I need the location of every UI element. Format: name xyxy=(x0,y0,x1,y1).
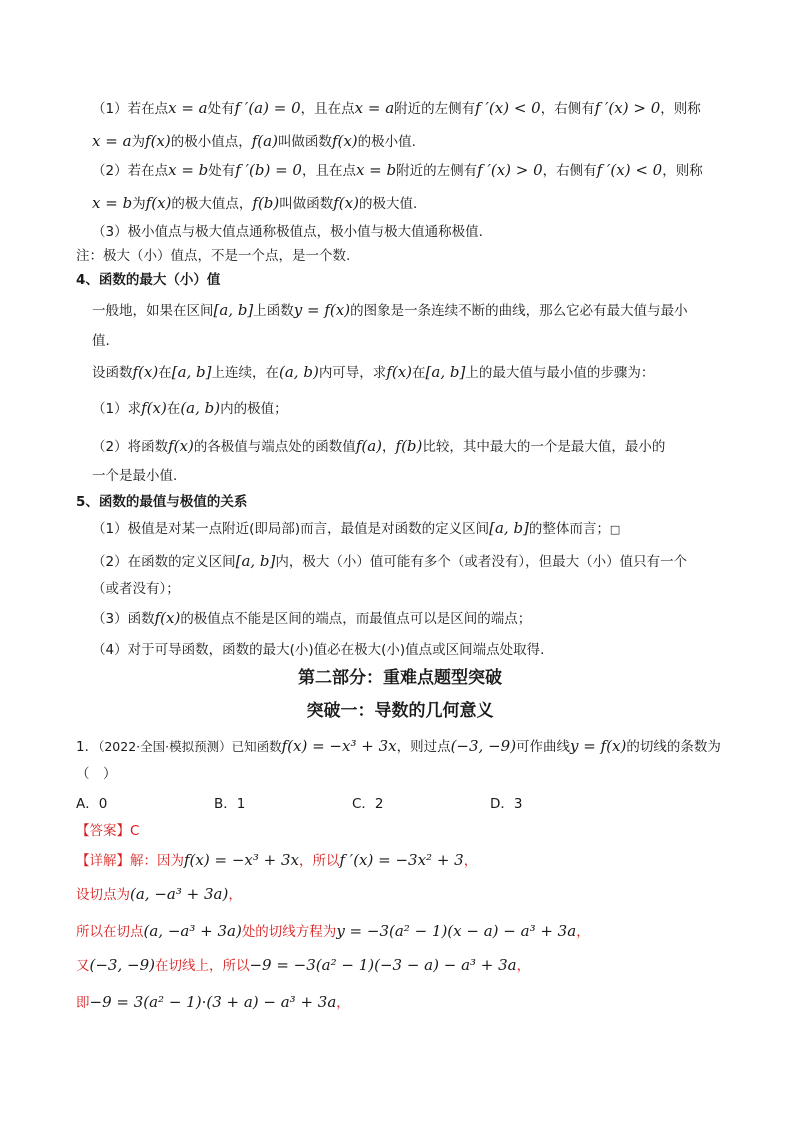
math: (a, b) xyxy=(180,399,221,417)
max-def-line xyxy=(92,160,703,181)
text: 可作曲线 xyxy=(516,739,571,755)
math: f(x) xyxy=(333,194,359,212)
text: 的整体而言； xyxy=(528,521,610,537)
text: ， xyxy=(382,439,396,455)
math: (a, −a³ + 3a) xyxy=(130,885,229,903)
math: f(a) xyxy=(355,437,383,455)
text: 为 xyxy=(131,134,146,150)
text: 处的切线方程为 xyxy=(241,924,337,940)
math: −9 = −3(a² − 1)(−3 − a) − a³ + 3a xyxy=(249,956,517,974)
math: (a, −a³ + 3a) xyxy=(143,922,242,940)
math: f(b) xyxy=(252,194,280,212)
text: ，右侧有 xyxy=(542,163,597,179)
detail-line-2 xyxy=(76,884,242,905)
answer-value: C xyxy=(130,823,140,839)
text: 又 xyxy=(76,958,90,974)
text: 设切点为 xyxy=(76,887,130,903)
math: f(x) xyxy=(132,363,159,381)
text: ，则称 xyxy=(660,101,701,117)
text: 设函数 xyxy=(92,365,133,381)
math: f ′(x) < 0 xyxy=(596,161,663,179)
section4-p1 xyxy=(92,300,688,321)
math: (−3, −9) xyxy=(89,956,155,974)
part2-title: 第二部分：重难点题型突破 xyxy=(298,668,502,688)
section5-item1 xyxy=(92,518,620,540)
option-c: C．2 xyxy=(352,796,384,812)
text: 内的极值； xyxy=(220,401,288,417)
section4-step2-cont: 一个是最小值. xyxy=(92,468,178,484)
section4-step1 xyxy=(92,398,288,419)
math: f(x) xyxy=(154,609,181,627)
math: y = f(x) xyxy=(293,301,351,319)
section4-step2 xyxy=(92,436,665,457)
question1-stem xyxy=(76,736,721,757)
detail-line-5 xyxy=(76,992,350,1013)
math: f(x) xyxy=(145,194,172,212)
math: f(a) xyxy=(251,132,278,150)
text: 处有 xyxy=(208,163,236,179)
text: ， xyxy=(336,995,350,1011)
text: ， xyxy=(463,853,478,869)
part2-subtitle: 突破一：导数的几何意义 xyxy=(306,701,494,721)
math: x = b xyxy=(355,161,397,179)
question-number: 1． xyxy=(76,739,99,755)
section5-item4: （4）对于可导函数，函数的最大(小)值必在极大(小)值点或区间端点处取得. xyxy=(92,642,545,658)
math: [a, b] xyxy=(489,519,529,537)
min-def-cont xyxy=(92,131,416,152)
math: x = b xyxy=(92,194,133,212)
text: 在 xyxy=(166,401,181,417)
text: ， xyxy=(516,958,531,974)
min-def-line xyxy=(92,98,701,119)
text: （2022·全国·模拟预测）已知函数 xyxy=(98,739,282,754)
math: f ′(x) < 0 xyxy=(475,99,541,117)
math: f(b) xyxy=(395,437,423,455)
detail-line-1 xyxy=(76,850,477,871)
section5-heading: 5、函数的最值与极值的关系 xyxy=(76,494,248,510)
section4-heading: 4、函数的最大（小）值 xyxy=(76,272,221,288)
math: [a, b] xyxy=(425,363,466,381)
text: 的极小值. xyxy=(357,134,416,150)
answer-line xyxy=(76,821,139,841)
math: (−3, −9) xyxy=(450,737,517,755)
text: 附近的左侧有 xyxy=(396,163,478,179)
text: 的极小值点， xyxy=(170,134,252,150)
option-a: A．0 xyxy=(76,796,108,812)
text: ，则过点 xyxy=(396,739,451,755)
text: ，则称 xyxy=(662,163,703,179)
math: (a, b) xyxy=(279,363,319,381)
math: −9 = 3(a² − 1)·(3 + a) − a³ + 3a xyxy=(89,993,337,1011)
text: ，所以 xyxy=(298,853,340,869)
text: 解：因为 xyxy=(130,853,184,869)
text: 的各极值与端点处的函数值 xyxy=(193,439,356,455)
text: 内可导，求 xyxy=(318,365,387,381)
math: [a, b] xyxy=(171,363,212,381)
text: （2）在函数的定义区间 xyxy=(92,554,236,570)
math: f ′(b) = 0 xyxy=(235,161,302,179)
text: （2）将函数 xyxy=(92,439,169,455)
text: ， xyxy=(228,887,242,903)
detail-label: 【详解】 xyxy=(76,853,130,869)
text: （1）极值是对某一点附近(即局部)而言，最值是对函数的定义区间 xyxy=(92,521,490,537)
answer-label: 【答案】 xyxy=(76,823,130,839)
math: x = a xyxy=(168,99,208,117)
text: 即 xyxy=(76,995,90,1011)
math: [a, b] xyxy=(213,301,254,319)
math: [a, b] xyxy=(235,552,276,570)
math: f(x) = −x³ + 3x xyxy=(184,851,299,869)
text: 叫做函数 xyxy=(279,196,334,212)
max-def-cont xyxy=(92,193,417,214)
text: 所以在切点 xyxy=(76,924,144,940)
detail-line-3 xyxy=(76,921,590,942)
text: 上函数 xyxy=(253,303,294,319)
math: f(x) xyxy=(386,363,413,381)
detail-line-4 xyxy=(76,955,530,976)
text: 比较，其中最大的一个是最大值，最小的 xyxy=(422,439,666,455)
text: 一般地，如果在区间 xyxy=(92,303,214,319)
text: 的极值点不能是区间的端点，而最值点可以是区间的端点； xyxy=(180,611,532,627)
extrema-item-3: （3）极小值点与极大值点通称极值点，极小值与极大值通称极值. xyxy=(92,224,483,240)
extrema-note: 注：极大（小）值点，不是一个点，是一个数. xyxy=(76,248,351,264)
math: f ′(x) > 0 xyxy=(594,99,661,117)
text: 上连续，在 xyxy=(211,365,280,381)
option-d: D．3 xyxy=(490,796,523,812)
text: ，且在点 xyxy=(301,163,356,179)
text: 上的最大值与最小值的步骤为： xyxy=(465,365,655,381)
math: y = f(x) xyxy=(570,737,627,755)
math: f ′(x) > 0 xyxy=(477,161,543,179)
math: x = a xyxy=(92,132,132,150)
math: f(x) xyxy=(331,132,358,150)
text: 叫做函数 xyxy=(277,134,332,150)
math: f(x) xyxy=(168,437,194,455)
section5-item2 xyxy=(92,551,687,572)
box-glyph: □ xyxy=(609,523,621,536)
text: 在 xyxy=(412,365,426,381)
text: 的极大值点， xyxy=(171,196,253,212)
text: 的图象是一条连续不断的曲线，那么它必有最大值与最小 xyxy=(350,303,688,319)
text: （1）若在点 xyxy=(92,101,169,117)
text: ，右侧有 xyxy=(540,101,595,117)
text: （1）求 xyxy=(92,401,142,417)
option-b: B．1 xyxy=(214,796,246,812)
section5-item2-cont: （或者没有）； xyxy=(92,581,180,597)
text: 内，极大（小）值可能有多个（或者没有），但最大（小）值只有一个 xyxy=(275,554,688,570)
section5-item3 xyxy=(92,608,531,629)
text: 在 xyxy=(158,365,172,381)
text: ， xyxy=(576,924,590,940)
text: 的极大值. xyxy=(358,196,418,212)
text: （3）函数 xyxy=(92,611,155,627)
text: 的切线的条数为 xyxy=(626,739,721,755)
math: f(x) xyxy=(141,399,167,417)
math: y = −3(a² − 1)(x − a) − a³ + 3a xyxy=(336,922,577,940)
math: x = b xyxy=(168,161,209,179)
section4-p1-cont: 值. xyxy=(92,333,110,349)
section4-p2 xyxy=(92,362,654,383)
text: （2）若在点 xyxy=(92,163,169,179)
math: f ′(a) = 0 xyxy=(234,99,301,117)
text: ，且在点 xyxy=(300,101,355,117)
text: 附近的左侧有 xyxy=(394,101,476,117)
question1-paren: （ ） xyxy=(76,766,117,782)
math: f(x) = −x³ + 3x xyxy=(281,737,397,755)
math: f ′(x) = −3x² + 3 xyxy=(339,851,464,869)
text: 在切线上，所以 xyxy=(154,958,250,974)
text: 处有 xyxy=(207,101,235,117)
text: 为 xyxy=(132,196,146,212)
math: x = a xyxy=(354,99,395,117)
math: f(x) xyxy=(145,132,171,150)
